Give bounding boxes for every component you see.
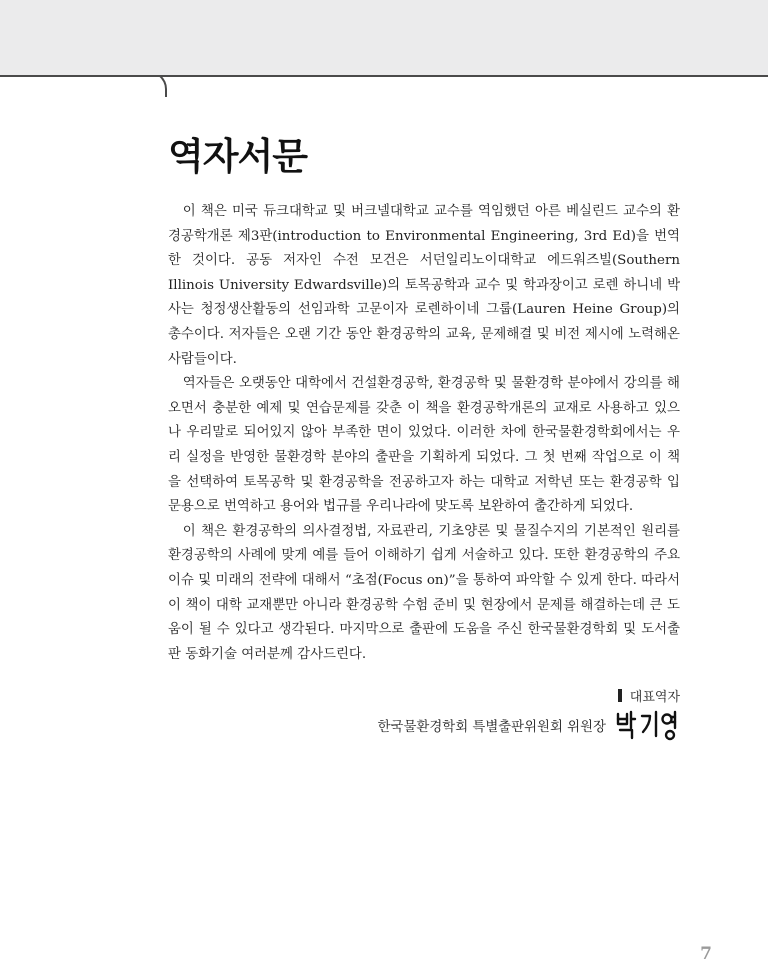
page-title: 역자서문 bbox=[168, 135, 307, 178]
header-rule bbox=[0, 75, 768, 77]
handwritten-signature-icon bbox=[614, 708, 680, 742]
signature-label-text: 대표역자 bbox=[629, 690, 680, 705]
signature-line bbox=[378, 708, 680, 742]
paragraph-3: 이 책은 환경공학의 의사결정법, 자료관리, 기초양론 및 물질수지의 기본적인 원리를 환경공학의 사례에 맞게 예를 들어 이해하기 쉽게 서술하고 있다. 또한 환경공학의 주요 이슈 및 미래의 전략에 대해서 “초점(Focus on)”을 통하여 파악할 수 있게 한다. 따라서 이 책이 대학 교재뿐만 아니라 환경공학 수험 준비 및 현장에서 문제를 해결하는데 큰 도움이 될 수 있다고 생각된다. 마지막으로 출판에 도움을 주신 한국물환경학회 및 도서출판 동화기술 여러분께 감사드린다. bbox=[168, 523, 680, 662]
page-number: 7 bbox=[700, 944, 712, 964]
signature-affiliation: 한국물환경학회 특별출판위원회 위원장 bbox=[377, 719, 606, 735]
paragraph-2: 역자들은 오랫동안 대학에서 건설환경공학, 환경공학 및 물환경학 분야에서 강의를 해오면서 충분한 예제 및 연습문제를 갖춘 이 책을 환경공학개론의 교재로 사용하고 있으나 우리말로 되어있지 않아 부족한 면이 있었다. 이러한 차에 한국물환경학회에서는 우리 실정을 반영한 물환경학 분야의 출판을 기획하게 되었다. 그 첫 번째 작업으로 이 책을 선택하여 토목공학 및 환경공학을 전공하고자 하는 대학교 저학년 또는 환경공학 입문용으로 번역하고 용어와 법규를 우리나라에 맞도록 보완하여 출간하게 되었다. bbox=[168, 376, 680, 515]
hook-icon bbox=[158, 75, 172, 97]
square-bullet-icon bbox=[618, 689, 622, 702]
paragraph-1: 이 책은 미국 듀크대학교 및 버크넬대학교 교수를 역임했던 아른 베실린드 교수의 환경공학개론 제3판(introduction to Environmental Engineering, 3rd Ed)을 번역한 것이다. 공동 저자인 수전 모건은 서던일리노이대학교 에드워즈빌(Southern Illinois University Edwardsville)의 토목공학과 교수 및 학과장이고 로렌 하니네 박사는 청정생산활동의 선임과학 고문이자 로렌하이네 그룹(Lauren Heine Group)의 총수이다. 저자들은 오랜 기간 동안 환경공학의 교육, 문제해결 및 비전 제시에 노력해온 사람들이다. bbox=[168, 204, 680, 367]
header-band bbox=[0, 0, 768, 75]
preface-body bbox=[168, 200, 680, 667]
signature-label bbox=[618, 686, 680, 705]
